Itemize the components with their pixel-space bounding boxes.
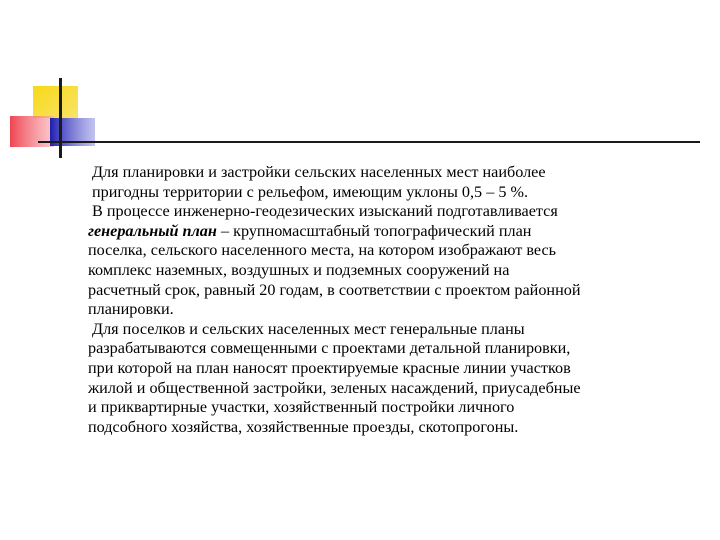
yellow-square (33, 86, 78, 118)
paragraph-2-line-5: расчетный срок, равный 20 годам, в соответствии с проектом районной (88, 280, 581, 299)
paragraph-2-line-6: планировки. (88, 300, 174, 319)
paragraph-2-line-1 (88, 202, 714, 222)
slide-body (88, 163, 714, 437)
paragraph-2-line-4: комплекс наземных, воздушных и подземных сооружений на (88, 260, 510, 279)
paragraph-2-line-3: поселка, сельского населенного места, на котором изображают весь (88, 241, 557, 260)
paragraph-1-line-2: пригодны территории с рельефом, имеющим уклоны 0,5 – 5 %. (92, 182, 529, 201)
paragraph-2 (88, 202, 714, 320)
paragraph-1-line-1: Для планировки и застройки сельских населенных мест наиболее (92, 163, 546, 181)
paragraph-3-line-1 (88, 320, 714, 340)
vertical-rule (59, 78, 62, 158)
term-general-plan: генеральный план (88, 221, 217, 240)
paragraph-3-line-4: жилой и общественной застройки, зеленых насаждений, приусадебные (88, 378, 581, 397)
paragraph-3 (88, 320, 714, 438)
horizontal-rule (38, 141, 700, 143)
paragraph-1 (88, 163, 714, 202)
paragraph-3-line-6: подсобного хозяйства, хозяйственные проезды, скотопрогоны. (88, 417, 519, 436)
paragraph-3-line-2: разрабатываются совмещенными с проектами детальной планировки, (88, 339, 571, 358)
paragraph-2-line-2 (88, 222, 714, 242)
paragraph-3-line-1-text: Для поселков и сельских населенных мест генеральные планы (92, 319, 525, 338)
paragraph-3-line-3: при которой на план наносят проектируемые красные линии участков (88, 358, 571, 377)
paragraph-2-term-suffix: – крупномасштабный топографический план (216, 221, 532, 240)
paragraph-2-line-1-text: В процессе инженерно-геодезических изысканий подготавливается (92, 202, 558, 221)
paragraph-3-line-5: и приквартирные участки, хозяйственный постройки личного (88, 398, 515, 417)
